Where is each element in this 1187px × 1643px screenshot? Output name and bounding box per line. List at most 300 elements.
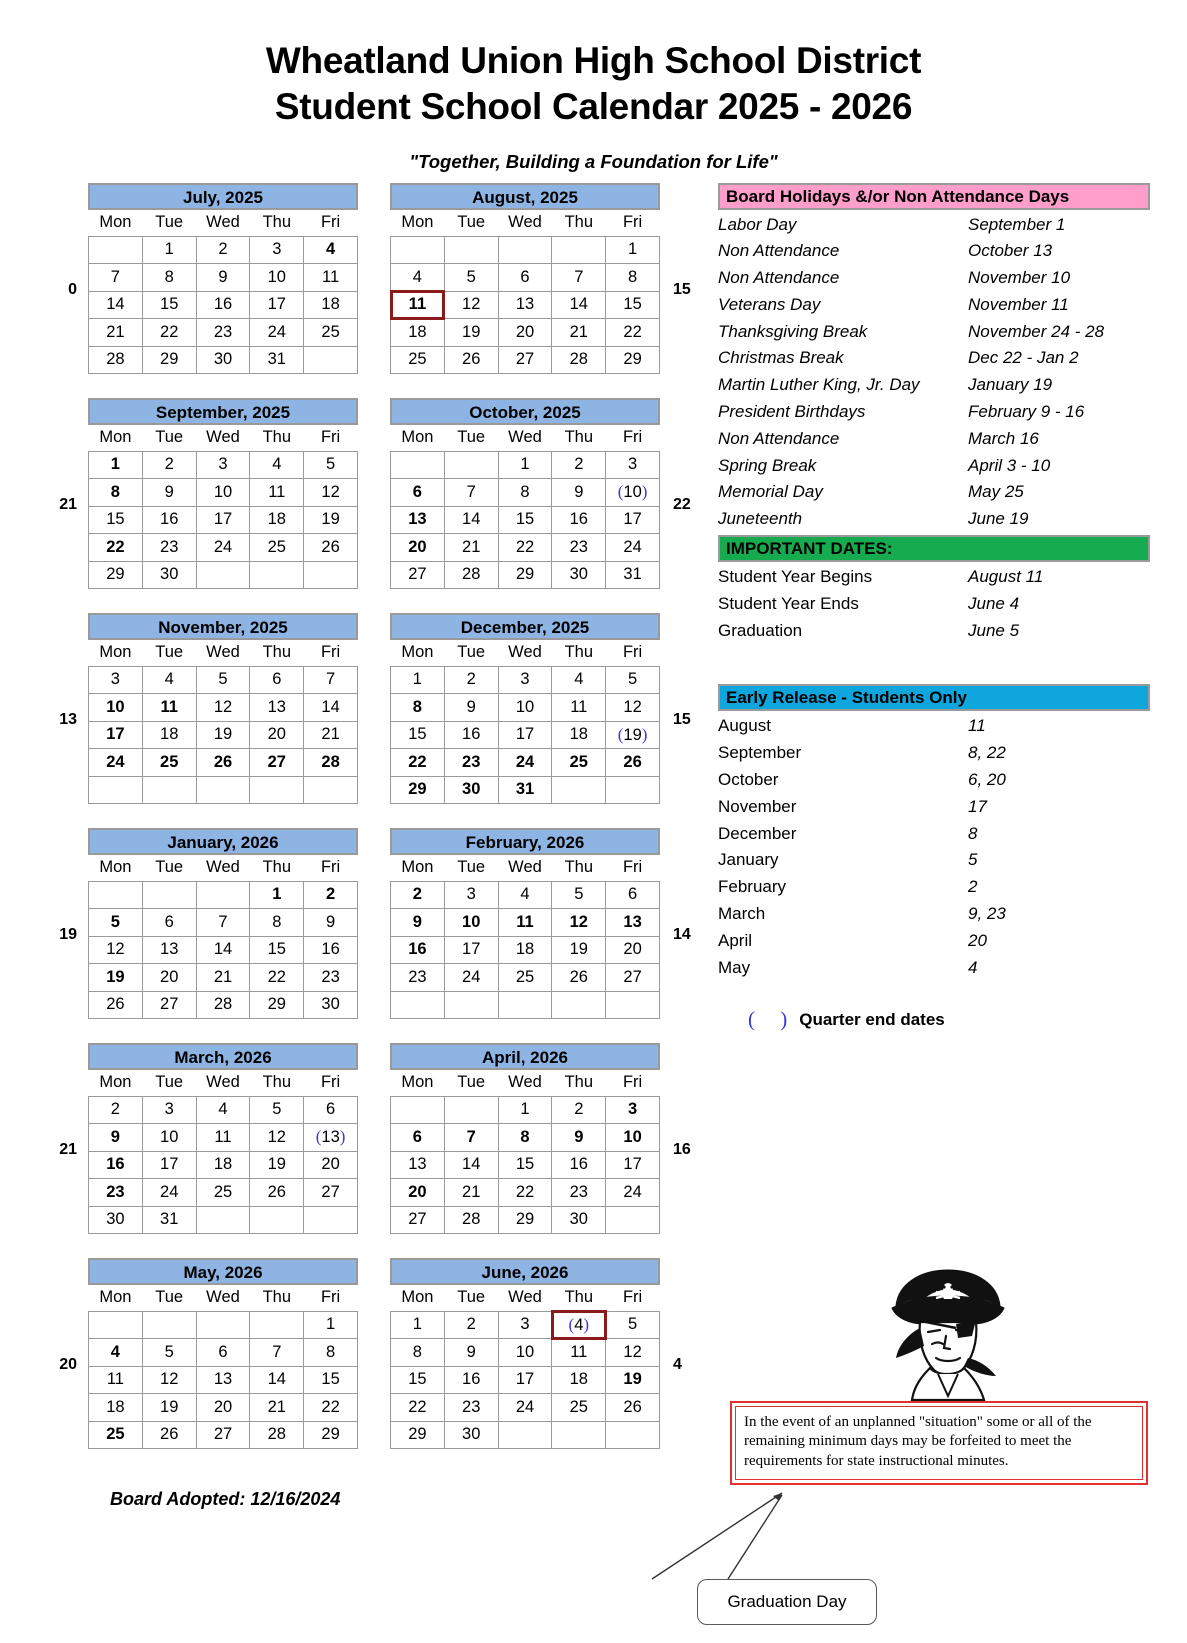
- early-release-row: [718, 821, 1150, 848]
- day-cell[interactable]: 5: [196, 666, 250, 694]
- day-cell[interactable]: 13: [498, 291, 552, 319]
- day-cell[interactable]: 9: [196, 264, 250, 292]
- day-cell[interactable]: 30: [142, 561, 196, 589]
- day-cell[interactable]: 31: [498, 776, 552, 804]
- day-cell[interactable]: 22: [606, 319, 660, 347]
- day-cell[interactable]: 23: [552, 1179, 606, 1207]
- day-cell[interactable]: 15: [498, 506, 552, 534]
- day-cell[interactable]: 23: [552, 534, 606, 562]
- day-cell[interactable]: [552, 1311, 606, 1339]
- day-cell[interactable]: 12: [142, 1366, 196, 1394]
- day-cell[interactable]: 8: [498, 1124, 552, 1152]
- day-cell[interactable]: 29: [498, 561, 552, 589]
- day-number: 10: [623, 483, 642, 502]
- day-cell[interactable]: 23: [142, 534, 196, 562]
- week-row: [391, 936, 660, 964]
- day-cell[interactable]: 25: [250, 534, 304, 562]
- day-cell[interactable]: 8: [498, 479, 552, 507]
- day-cell[interactable]: 27: [250, 749, 304, 777]
- day-cell[interactable]: 19: [444, 319, 498, 347]
- day-cell[interactable]: 21: [250, 1394, 304, 1422]
- day-cell[interactable]: 18: [552, 721, 606, 749]
- day-cell[interactable]: 3: [142, 1096, 196, 1124]
- day-cell[interactable]: 14: [304, 694, 358, 722]
- day-cell[interactable]: 25: [391, 346, 445, 374]
- day-cell[interactable]: 4: [391, 264, 445, 292]
- day-cell[interactable]: 26: [552, 964, 606, 992]
- day-cell[interactable]: 4: [498, 881, 552, 909]
- day-cell[interactable]: 1: [142, 236, 196, 264]
- day-cell[interactable]: 27: [304, 1179, 358, 1207]
- day-cell[interactable]: 12: [444, 291, 498, 319]
- day-cell[interactable]: 9: [444, 1339, 498, 1367]
- day-cell[interactable]: 1: [391, 666, 445, 694]
- day-cell[interactable]: 23: [304, 964, 358, 992]
- day-cell[interactable]: 27: [142, 991, 196, 1019]
- day-cell[interactable]: 20: [304, 1151, 358, 1179]
- day-cell[interactable]: 23: [89, 1179, 143, 1207]
- day-cell[interactable]: 7: [196, 909, 250, 937]
- day-cell[interactable]: 14: [196, 936, 250, 964]
- day-cell[interactable]: 16: [552, 506, 606, 534]
- day-cell[interactable]: 8: [391, 694, 445, 722]
- day-cell[interactable]: 14: [444, 506, 498, 534]
- day-cell[interactable]: 5: [444, 264, 498, 292]
- day-cell[interactable]: 30: [196, 346, 250, 374]
- day-cell[interactable]: 18: [250, 506, 304, 534]
- day-cell[interactable]: 27: [196, 1421, 250, 1449]
- day-cell[interactable]: 11: [196, 1124, 250, 1152]
- day-cell[interactable]: 24: [196, 534, 250, 562]
- day-cell[interactable]: 2: [391, 881, 445, 909]
- day-cell[interactable]: 24: [606, 1179, 660, 1207]
- day-cell[interactable]: 13: [142, 936, 196, 964]
- day-cell[interactable]: 26: [304, 534, 358, 562]
- day-cell[interactable]: 7: [250, 1339, 304, 1367]
- week-row: [391, 1394, 660, 1422]
- day-cell[interactable]: 21: [444, 534, 498, 562]
- day-cell[interactable]: 28: [196, 991, 250, 1019]
- day-cell[interactable]: 6: [142, 909, 196, 937]
- important-date-row-date: June 5: [968, 620, 1020, 640]
- day-cell[interactable]: 26: [606, 1394, 660, 1422]
- day-cell[interactable]: 19: [196, 721, 250, 749]
- day-cell[interactable]: 5: [606, 1311, 660, 1339]
- day-cell[interactable]: 1: [250, 881, 304, 909]
- day-cell[interactable]: 24: [498, 1394, 552, 1422]
- holiday-row-date: October 13: [968, 241, 1053, 261]
- day-cell[interactable]: 9: [89, 1124, 143, 1152]
- day-cell[interactable]: 17: [444, 936, 498, 964]
- day-cell[interactable]: 26: [250, 1179, 304, 1207]
- day-cell[interactable]: 3: [89, 666, 143, 694]
- day-cell[interactable]: 2: [552, 451, 606, 479]
- day-cell[interactable]: 24: [606, 534, 660, 562]
- calendar-row: [46, 183, 706, 380]
- day-cell[interactable]: 6: [304, 1096, 358, 1124]
- day-cell[interactable]: 3: [498, 666, 552, 694]
- day-cell[interactable]: 19: [552, 936, 606, 964]
- day-cell[interactable]: 10: [444, 909, 498, 937]
- day-cell[interactable]: 10: [498, 1339, 552, 1367]
- day-cell[interactable]: [606, 721, 660, 749]
- day-cell[interactable]: 11: [250, 479, 304, 507]
- day-cell[interactable]: 17: [250, 291, 304, 319]
- day-cell[interactable]: 3: [196, 451, 250, 479]
- day-cell[interactable]: 25: [196, 1179, 250, 1207]
- day-cell[interactable]: 30: [89, 1206, 143, 1234]
- day-cell[interactable]: 15: [304, 1366, 358, 1394]
- day-cell[interactable]: 1: [606, 236, 660, 264]
- day-cell[interactable]: 1: [89, 451, 143, 479]
- day-cell[interactable]: 19: [89, 964, 143, 992]
- calendar-row: [46, 398, 706, 595]
- day-cell[interactable]: 6: [606, 881, 660, 909]
- day-cell[interactable]: 24: [142, 1179, 196, 1207]
- day-cell[interactable]: 13: [391, 1151, 445, 1179]
- day-cell[interactable]: 5: [142, 1339, 196, 1367]
- day-cell[interactable]: [304, 1124, 358, 1152]
- day-cell[interactable]: [606, 479, 660, 507]
- day-cell[interactable]: 23: [196, 319, 250, 347]
- day-cell[interactable]: 20: [250, 721, 304, 749]
- day-cell[interactable]: 4: [304, 236, 358, 264]
- day-cell[interactable]: 29: [304, 1421, 358, 1449]
- day-cell[interactable]: 1: [498, 1096, 552, 1124]
- day-cell[interactable]: 28: [250, 1421, 304, 1449]
- day-cell[interactable]: 5: [606, 666, 660, 694]
- day-cell[interactable]: 28: [552, 346, 606, 374]
- day-cell[interactable]: 13: [391, 506, 445, 534]
- day-cell[interactable]: 19: [250, 1151, 304, 1179]
- day-cell[interactable]: 5: [304, 451, 358, 479]
- month-title: February, 2026: [390, 828, 660, 855]
- day-cell[interactable]: 3: [444, 881, 498, 909]
- week-row: [391, 991, 660, 1019]
- day-cell[interactable]: 21: [89, 319, 143, 347]
- day-cell[interactable]: 17: [89, 721, 143, 749]
- day-cell[interactable]: 2: [196, 236, 250, 264]
- day-cell[interactable]: 16: [89, 1151, 143, 1179]
- day-cell[interactable]: 17: [606, 506, 660, 534]
- day-cell[interactable]: 15: [250, 936, 304, 964]
- day-cell[interactable]: 6: [391, 1124, 445, 1152]
- day-cell[interactable]: 22: [391, 749, 445, 777]
- day-cell[interactable]: 4: [142, 666, 196, 694]
- day-cell[interactable]: 16: [552, 1151, 606, 1179]
- day-cell[interactable]: 16: [142, 506, 196, 534]
- day-cell[interactable]: 12: [196, 694, 250, 722]
- day-cell[interactable]: 8: [606, 264, 660, 292]
- day-cell[interactable]: 4: [196, 1096, 250, 1124]
- day-cell[interactable]: 10: [196, 479, 250, 507]
- day-cell[interactable]: 11: [552, 1339, 606, 1367]
- day-cell[interactable]: 3: [250, 236, 304, 264]
- day-cell[interactable]: 9: [552, 1124, 606, 1152]
- day-cell[interactable]: 29: [250, 991, 304, 1019]
- disclaimer-box: [730, 1401, 1148, 1485]
- day-cell[interactable]: 13: [196, 1366, 250, 1394]
- day-cell[interactable]: 17: [142, 1151, 196, 1179]
- day-cell[interactable]: 12: [304, 479, 358, 507]
- pirate-mascot-icon: [868, 1258, 1028, 1413]
- day-cell[interactable]: 22: [498, 1179, 552, 1207]
- day-cell[interactable]: 30: [444, 1421, 498, 1449]
- month-grid: [88, 425, 358, 590]
- day-cell[interactable]: 4: [250, 451, 304, 479]
- day-cell[interactable]: 9: [142, 479, 196, 507]
- day-cell[interactable]: 24: [89, 749, 143, 777]
- day-number: 19: [623, 725, 642, 744]
- weekday-header: Wed: [206, 1288, 240, 1306]
- day-cell[interactable]: 22: [142, 319, 196, 347]
- day-cell[interactable]: 12: [250, 1124, 304, 1152]
- day-cell[interactable]: 11: [89, 1366, 143, 1394]
- day-cell[interactable]: 24: [498, 749, 552, 777]
- day-cell[interactable]: 24: [444, 964, 498, 992]
- day-cell[interactable]: 5: [89, 909, 143, 937]
- day-cell[interactable]: 11: [498, 909, 552, 937]
- day-cell[interactable]: 2: [89, 1096, 143, 1124]
- day-cell[interactable]: 29: [391, 776, 445, 804]
- day-cell[interactable]: 11: [391, 291, 445, 319]
- day-cell[interactable]: 3: [498, 1311, 552, 1339]
- day-cell[interactable]: 12: [606, 694, 660, 722]
- quarter-bracket-icon: ( ): [748, 1007, 798, 1032]
- day-cell[interactable]: 23: [391, 964, 445, 992]
- day-cell[interactable]: 8: [304, 1339, 358, 1367]
- empty-day-cell: [89, 236, 143, 264]
- day-cell[interactable]: 27: [498, 346, 552, 374]
- day-cell[interactable]: 12: [606, 1339, 660, 1367]
- early-release-row-date: 17: [968, 796, 987, 816]
- day-cell[interactable]: 30: [552, 1206, 606, 1234]
- day-cell[interactable]: 23: [444, 1394, 498, 1422]
- day-cell[interactable]: 29: [391, 1421, 445, 1449]
- quarter-end-legend: [748, 1007, 1150, 1032]
- day-cell[interactable]: 28: [89, 346, 143, 374]
- day-cell[interactable]: 9: [552, 479, 606, 507]
- day-cell[interactable]: 25: [552, 749, 606, 777]
- day-cell[interactable]: 9: [444, 694, 498, 722]
- week-row: [391, 534, 660, 562]
- day-cell[interactable]: 26: [196, 749, 250, 777]
- day-cell[interactable]: 20: [498, 319, 552, 347]
- day-cell[interactable]: 8: [89, 479, 143, 507]
- month-title: November, 2025: [88, 613, 358, 640]
- day-cell[interactable]: 20: [391, 1179, 445, 1207]
- month-day-count-left: 13: [59, 710, 77, 728]
- weekday-header: Fri: [622, 1288, 643, 1306]
- day-cell[interactable]: 19: [606, 1366, 660, 1394]
- day-cell[interactable]: 5: [552, 881, 606, 909]
- day-cell[interactable]: 31: [250, 346, 304, 374]
- day-cell[interactable]: 3: [606, 1096, 660, 1124]
- day-cell[interactable]: 12: [89, 936, 143, 964]
- day-cell[interactable]: 15: [606, 291, 660, 319]
- day-cell[interactable]: 20: [142, 964, 196, 992]
- day-cell[interactable]: 2: [552, 1096, 606, 1124]
- day-cell[interactable]: 14: [444, 1151, 498, 1179]
- day-cell[interactable]: 6: [196, 1339, 250, 1367]
- day-cell[interactable]: 21: [304, 721, 358, 749]
- day-cell[interactable]: 2: [444, 666, 498, 694]
- day-cell[interactable]: 15: [89, 506, 143, 534]
- day-cell[interactable]: 18: [89, 1394, 143, 1422]
- day-cell[interactable]: 22: [250, 964, 304, 992]
- day-cell[interactable]: 11: [552, 694, 606, 722]
- day-cell[interactable]: 23: [444, 749, 498, 777]
- day-cell[interactable]: 1: [391, 1311, 445, 1339]
- day-cell[interactable]: 26: [606, 749, 660, 777]
- day-cell[interactable]: 17: [498, 1366, 552, 1394]
- week-row: [89, 1421, 358, 1449]
- day-cell[interactable]: 29: [142, 346, 196, 374]
- day-cell[interactable]: 16: [444, 1366, 498, 1394]
- week-row: [391, 1151, 660, 1179]
- day-cell[interactable]: 30: [552, 561, 606, 589]
- day-cell[interactable]: 10: [606, 1124, 660, 1152]
- day-cell[interactable]: 5: [250, 1096, 304, 1124]
- day-cell[interactable]: 20: [606, 936, 660, 964]
- empty-day-cell: [304, 1206, 358, 1234]
- week-row: [89, 1206, 358, 1234]
- day-cell[interactable]: 1: [498, 451, 552, 479]
- quarter-bracket-close-icon: ): [641, 482, 648, 502]
- day-cell[interactable]: 30: [304, 991, 358, 1019]
- day-cell[interactable]: 15: [391, 721, 445, 749]
- day-cell[interactable]: 27: [391, 561, 445, 589]
- weekday-header: Wed: [206, 428, 240, 446]
- empty-day-cell: [391, 991, 445, 1019]
- day-cell[interactable]: 18: [498, 936, 552, 964]
- day-cell[interactable]: 22: [391, 1394, 445, 1422]
- week-row: [391, 881, 660, 909]
- day-cell[interactable]: 10: [250, 264, 304, 292]
- day-cell[interactable]: 30: [444, 776, 498, 804]
- month-day-count-left: 21: [59, 495, 77, 513]
- day-cell[interactable]: 13: [250, 694, 304, 722]
- day-cell[interactable]: 15: [391, 1366, 445, 1394]
- day-cell[interactable]: 22: [304, 1394, 358, 1422]
- day-cell[interactable]: 8: [142, 264, 196, 292]
- day-cell[interactable]: 29: [498, 1206, 552, 1234]
- day-cell[interactable]: 29: [89, 561, 143, 589]
- day-cell[interactable]: 7: [444, 479, 498, 507]
- day-cell[interactable]: 6: [250, 666, 304, 694]
- day-cell[interactable]: 14: [250, 1366, 304, 1394]
- day-cell[interactable]: 26: [142, 1421, 196, 1449]
- day-cell[interactable]: 2: [444, 1311, 498, 1339]
- day-cell[interactable]: 7: [444, 1124, 498, 1152]
- day-cell[interactable]: 18: [196, 1151, 250, 1179]
- day-cell[interactable]: 14: [552, 291, 606, 319]
- day-cell[interactable]: 7: [89, 264, 143, 292]
- day-cell[interactable]: 15: [498, 1151, 552, 1179]
- day-cell[interactable]: 29: [606, 346, 660, 374]
- day-cell[interactable]: 25: [142, 749, 196, 777]
- day-cell[interactable]: 28: [444, 1206, 498, 1234]
- day-cell[interactable]: 26: [444, 346, 498, 374]
- day-cell[interactable]: 27: [391, 1206, 445, 1234]
- day-cell[interactable]: 2: [304, 881, 358, 909]
- day-cell[interactable]: 7: [552, 264, 606, 292]
- day-cell[interactable]: 25: [304, 319, 358, 347]
- day-cell[interactable]: 25: [89, 1421, 143, 1449]
- empty-day-cell: [196, 776, 250, 804]
- day-cell[interactable]: 17: [606, 1151, 660, 1179]
- day-cell[interactable]: 26: [89, 991, 143, 1019]
- day-cell[interactable]: 19: [304, 506, 358, 534]
- day-cell[interactable]: 11: [304, 264, 358, 292]
- day-cell[interactable]: 20: [196, 1394, 250, 1422]
- day-cell[interactable]: 21: [444, 1179, 498, 1207]
- day-cell[interactable]: 19: [142, 1394, 196, 1422]
- day-cell[interactable]: 22: [89, 534, 143, 562]
- day-cell[interactable]: 16: [196, 291, 250, 319]
- holiday-row-name: Non Attendance: [718, 241, 840, 261]
- day-cell[interactable]: 11: [142, 694, 196, 722]
- month-block: [88, 828, 358, 1020]
- day-cell[interactable]: 31: [606, 561, 660, 589]
- day-cell[interactable]: 12: [552, 909, 606, 937]
- day-cell[interactable]: 17: [498, 721, 552, 749]
- day-cell[interactable]: 16: [444, 721, 498, 749]
- day-cell[interactable]: 18: [304, 291, 358, 319]
- day-cell[interactable]: 7: [304, 666, 358, 694]
- day-cell[interactable]: 18: [391, 319, 445, 347]
- day-cell[interactable]: 10: [498, 694, 552, 722]
- day-cell[interactable]: 6: [391, 479, 445, 507]
- day-cell[interactable]: 20: [391, 534, 445, 562]
- day-cell[interactable]: 9: [391, 909, 445, 937]
- weekday-header: Thu: [564, 643, 593, 661]
- day-cell[interactable]: 4: [89, 1339, 143, 1367]
- day-cell[interactable]: 14: [89, 291, 143, 319]
- day-cell[interactable]: 10: [142, 1124, 196, 1152]
- day-cell[interactable]: 8: [391, 1339, 445, 1367]
- day-cell[interactable]: 18: [142, 721, 196, 749]
- day-cell[interactable]: 16: [391, 936, 445, 964]
- day-cell[interactable]: 1: [304, 1311, 358, 1339]
- day-cell[interactable]: 18: [552, 1366, 606, 1394]
- day-cell[interactable]: 24: [250, 319, 304, 347]
- day-cell[interactable]: 25: [552, 1394, 606, 1422]
- day-cell[interactable]: 9: [304, 909, 358, 937]
- day-cell[interactable]: 28: [304, 749, 358, 777]
- day-cell[interactable]: 17: [196, 506, 250, 534]
- day-cell[interactable]: 13: [606, 909, 660, 937]
- month-title: April, 2026: [390, 1043, 660, 1070]
- day-cell[interactable]: 10: [89, 694, 143, 722]
- day-cell[interactable]: 21: [196, 964, 250, 992]
- day-cell[interactable]: 21: [552, 319, 606, 347]
- day-cell[interactable]: 2: [142, 451, 196, 479]
- day-cell[interactable]: 8: [250, 909, 304, 937]
- day-cell[interactable]: 15: [142, 291, 196, 319]
- day-cell[interactable]: 31: [142, 1206, 196, 1234]
- day-cell[interactable]: 16: [304, 936, 358, 964]
- day-cell[interactable]: 25: [498, 964, 552, 992]
- day-cell[interactable]: 28: [444, 561, 498, 589]
- day-cell[interactable]: 27: [606, 964, 660, 992]
- day-cell[interactable]: 3: [606, 451, 660, 479]
- month-block: [390, 398, 660, 590]
- day-cell[interactable]: 6: [498, 264, 552, 292]
- weekday-header: Tue: [457, 1073, 486, 1091]
- day-cell[interactable]: 4: [552, 666, 606, 694]
- day-cell[interactable]: 22: [498, 534, 552, 562]
